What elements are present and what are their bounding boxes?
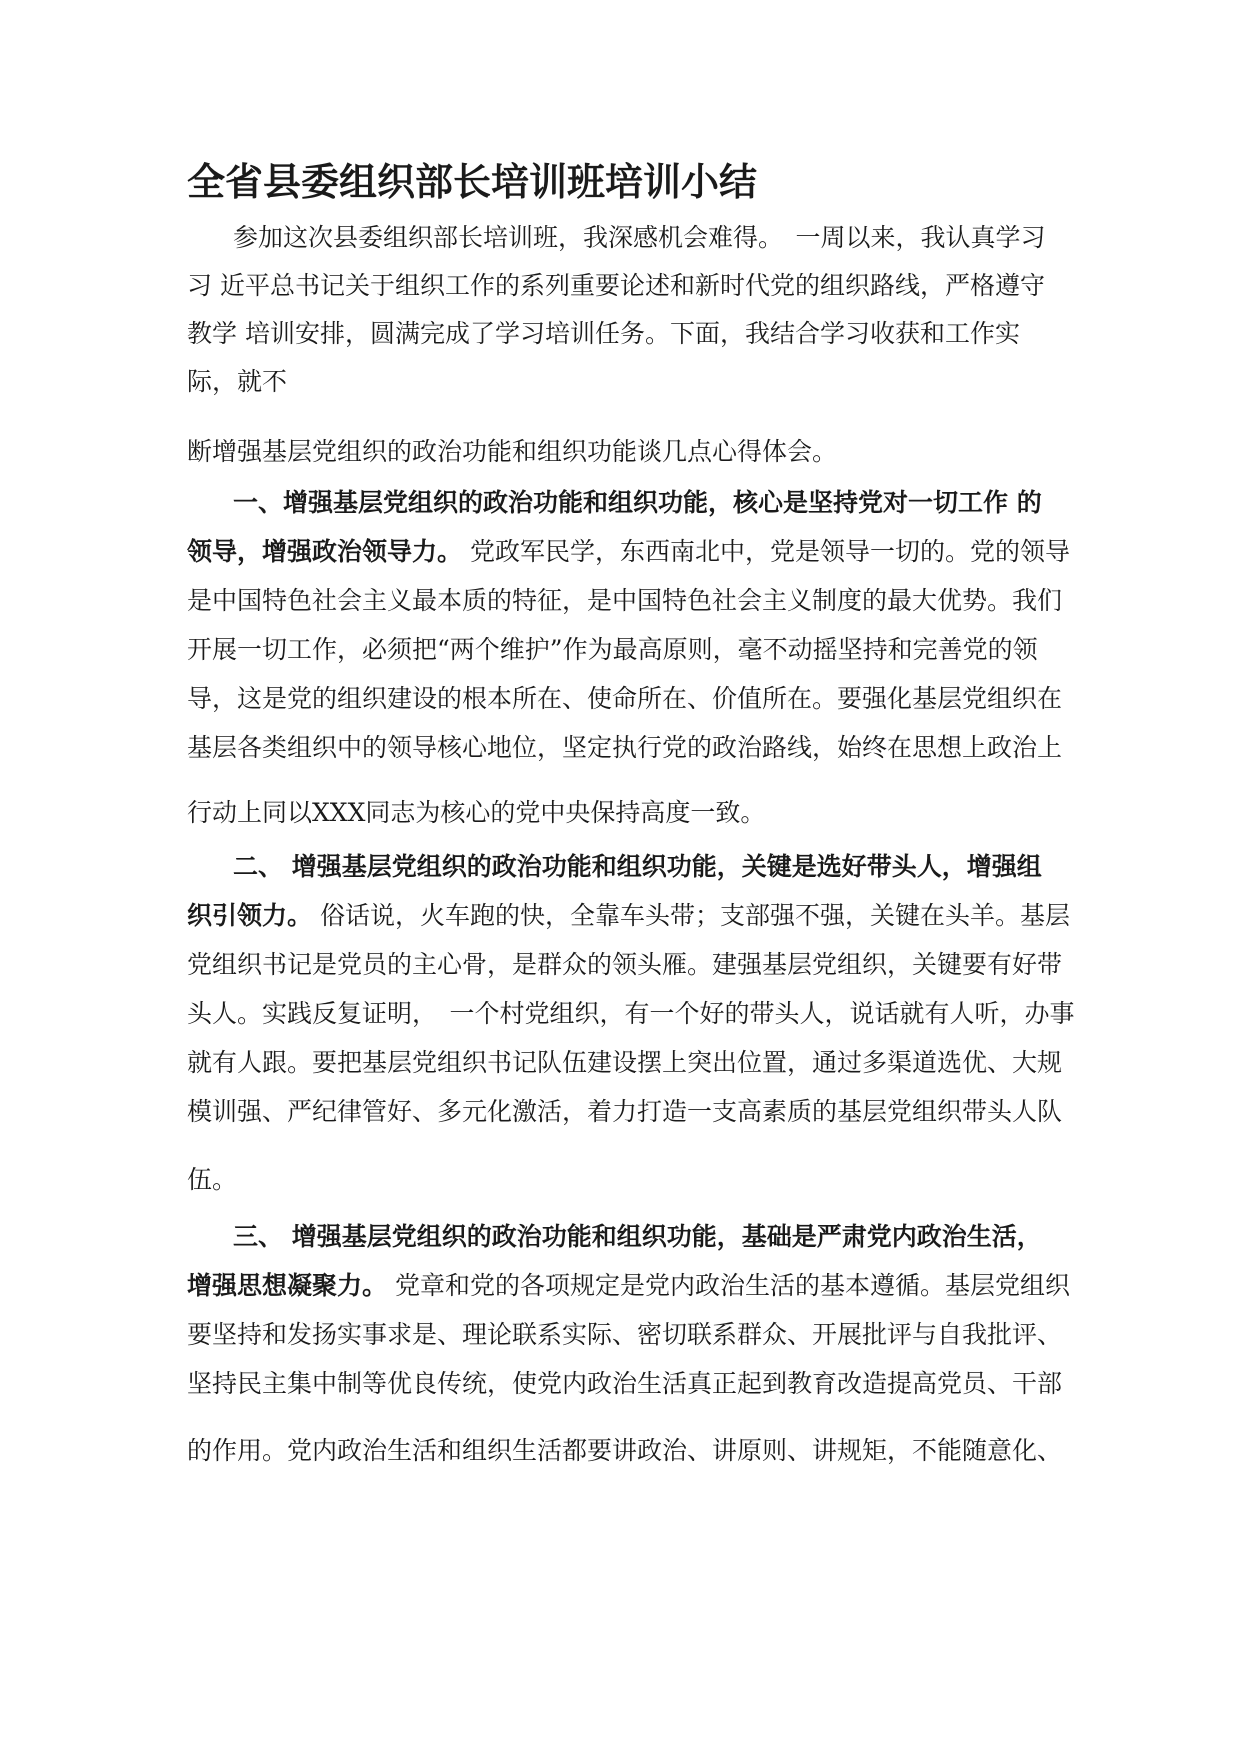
paragraph-line: 行动上同以XXX同志为核心的党中央保持高度一致。: [187, 798, 766, 827]
paragraph-line: 的作用。党内政治生活和组织生活都要讲政治、讲原则、讲规矩，不能随意化、: [187, 1436, 1063, 1465]
section-2-heading: 二、 增强基层党组织的政治功能和组织功能，关键是选好带头人，增强组: [233, 852, 1042, 881]
paragraph-line: 导，这是党的组织建设的根本所在、使命所在、价值所在。要强化基层党组织在: [187, 684, 1063, 713]
section-1-heading-end: 领导，增强政治领导力。: [187, 537, 463, 566]
paragraph-line: 断增强基层党组织的政治功能和组织功能谈几点心得体会。: [187, 437, 838, 466]
paragraph-line: 习 近平总书记关于组织工作的系列重要论述和新时代党的组织路线，严格遵守: [187, 271, 1045, 300]
paragraph-line: 基层各类组织中的领导核心地位，坚定执行党的政治路线，始终在思想上政治上: [187, 733, 1063, 762]
paragraph-line: 模训强、严纪律管好、多元化激活，着力打造一支高素质的基层党组织带头人队: [187, 1097, 1063, 1126]
section-2-heading-end: 织引领力。: [187, 901, 313, 930]
section-1-heading: 一、增强基层党组织的政治功能和组织功能，核心是坚持党对一切工作 的: [233, 488, 1042, 517]
section-3-text: 党章和党的各项规定是党内政治生活的基本遵循。基层党组织: [387, 1271, 1070, 1300]
paragraph-line: 际，就不: [187, 367, 288, 396]
section-3-heading: 三、 增强基层党组织的政治功能和组织功能，基础是严肃党内政治生活，: [233, 1222, 1042, 1251]
paragraph-line: 坚持民主集中制等优良传统，使党内政治生活真正起到教育改造提高党员、干部: [187, 1369, 1063, 1398]
paragraph-line: 头人。实践反复证明， 一个村党组织，有一个好的带头人，说话就有人听，办事: [187, 999, 1075, 1028]
section-3-heading-end: 增强思想凝聚力。: [187, 1271, 388, 1300]
paragraph-line: 教学 培训安排，圆满完成了学习培训任务。下面，我结合学习收获和工作实: [187, 319, 1020, 348]
paragraph-line: [187, 900, 1070, 932]
paragraph-line: 是中国特色社会主义最本质的特征，是中国特色社会主义制度的最大优势。我们: [187, 586, 1063, 615]
document-title: 全省县委组织部长培训班培训小结: [187, 160, 758, 204]
paragraph-line: 党组织书记是党员的主心骨，是群众的领头雁。建强基层党组织，关键要有好带: [187, 950, 1063, 979]
paragraph-line: [187, 1270, 1070, 1302]
paragraph-line: [187, 536, 1070, 568]
paragraph-line: 开展一切工作，必须把“两个维护”作为最高原则，毫不动摇坚持和完善党的领: [187, 635, 1038, 664]
section-1-text: 党政军民学，东西南北中，党是领导一切的。党的领导: [462, 537, 1070, 566]
section-2-text: 俗话说，火车跑的快，全靠车头带；支部强不强，关键在头羊。基层: [312, 901, 1070, 930]
paragraph-line: 就有人跟。要把基层党组织书记队伍建设摆上突出位置，通过多渠道选优、大规: [187, 1048, 1063, 1077]
paragraph-line: 参加这次县委组织部长培训班，我深感机会难得。 一周以来，我认真学习: [233, 223, 1046, 252]
paragraph-line: 伍。: [187, 1165, 238, 1194]
paragraph-line: 要坚持和发扬实事求是、理论联系实际、密切联系群众、开展批评与自我批评、: [187, 1320, 1063, 1349]
